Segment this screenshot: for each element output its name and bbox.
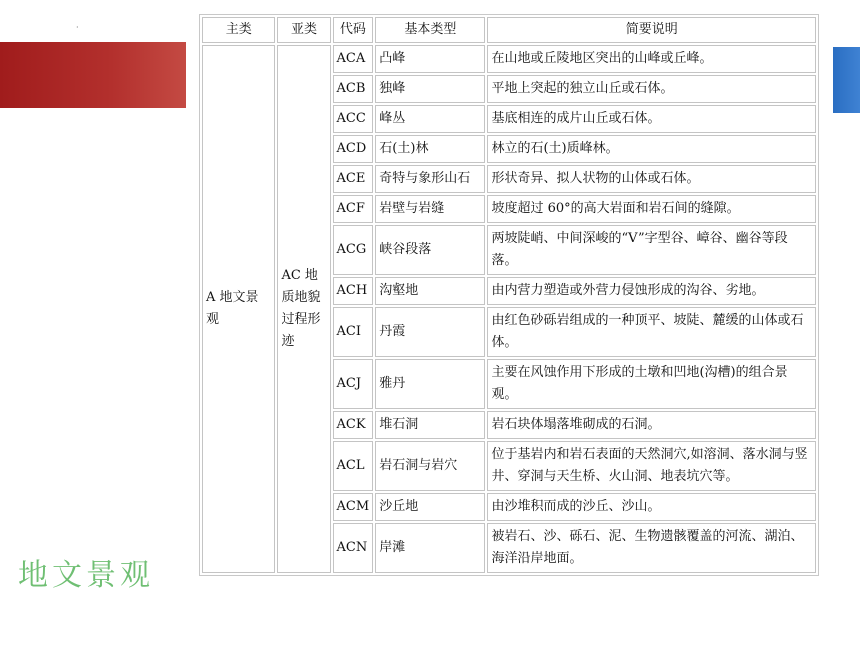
header-code: 代码: [333, 17, 374, 43]
code-cell: ACM: [333, 493, 374, 521]
code-cell: ACH: [333, 277, 374, 305]
type-cell: 沙丘地: [375, 493, 485, 521]
header-basic-type: 基本类型: [375, 17, 485, 43]
code-cell: ACC: [333, 105, 374, 133]
code-cell: ACE: [333, 165, 374, 193]
type-cell: 独峰: [375, 75, 485, 103]
code-cell: ACB: [333, 75, 374, 103]
slide-side-title: 地文景观: [18, 558, 154, 593]
type-cell: 岩石洞与岩穴: [375, 441, 485, 491]
type-cell: 堆石洞: [375, 411, 485, 439]
desc-cell: 由内营力塑造或外营力侵蚀形成的沟谷、劣地。: [487, 277, 816, 305]
header-main-class: 主类: [202, 17, 275, 43]
code-cell: ACJ: [333, 359, 374, 409]
code-cell: ACL: [333, 441, 374, 491]
desc-cell: 主要在风蚀作用下形成的土墩和凹地(沟槽)的组合景观。: [487, 359, 816, 409]
desc-cell: 位于基岩内和岩石表面的天然洞穴,如溶洞、落水洞与竖井、穿洞与天生桥、火山洞、地表坑穴等。: [487, 441, 816, 491]
desc-cell: 坡度超过 60°的高大岩面和岩石间的缝隙。: [487, 195, 816, 223]
type-cell: 石(土)林: [375, 135, 485, 163]
type-cell: 凸峰: [375, 45, 485, 73]
code-cell: ACG: [333, 225, 374, 275]
header-description: 简要说明: [487, 17, 816, 43]
code-cell: ACF: [333, 195, 374, 223]
classification-table: [199, 14, 819, 576]
decorative-blue-bar: [833, 47, 860, 113]
type-cell: 奇特与象形山石: [375, 165, 485, 193]
decorative-dot: ·: [76, 23, 79, 32]
table-row: [202, 45, 816, 73]
code-cell: ACI: [333, 307, 374, 357]
main-class-cell: A 地文景观: [202, 45, 275, 573]
table-header-row: [202, 17, 816, 43]
code-cell: ACK: [333, 411, 374, 439]
type-cell: 峡谷段落: [375, 225, 485, 275]
desc-cell: 形状奇异、拟人状物的山体或石体。: [487, 165, 816, 193]
code-cell: ACD: [333, 135, 374, 163]
type-cell: 沟壑地: [375, 277, 485, 305]
code-cell: ACA: [333, 45, 374, 73]
sub-class-cell: AC 地质地貌过程形迹: [277, 45, 330, 573]
desc-cell: 林立的石(土)质峰林。: [487, 135, 816, 163]
type-cell: 丹霞: [375, 307, 485, 357]
desc-cell: 两坡陡峭、中间深峻的“V”字型谷、嶂谷、幽谷等段落。: [487, 225, 816, 275]
desc-cell: 由沙堆积而成的沙丘、沙山。: [487, 493, 816, 521]
desc-cell: 基底相连的成片山丘或石体。: [487, 105, 816, 133]
decorative-red-bar: [0, 42, 186, 108]
desc-cell: 在山地或丘陵地区突出的山峰或丘峰。: [487, 45, 816, 73]
type-cell: 岩壁与岩缝: [375, 195, 485, 223]
type-cell: 峰丛: [375, 105, 485, 133]
type-cell: 岸滩: [375, 523, 485, 573]
desc-cell: 岩石块体塌落堆砌成的石洞。: [487, 411, 816, 439]
desc-cell: 平地上突起的独立山丘或石体。: [487, 75, 816, 103]
code-cell: ACN: [333, 523, 374, 573]
type-cell: 雅丹: [375, 359, 485, 409]
desc-cell: 被岩石、沙、砾石、泥、生物遗骸覆盖的河流、湖泊、海洋沿岸地面。: [487, 523, 816, 573]
header-sub-class: 亚类: [277, 17, 330, 43]
desc-cell: 由红色砂砾岩组成的一种顶平、坡陡、麓缓的山体或石体。: [487, 307, 816, 357]
